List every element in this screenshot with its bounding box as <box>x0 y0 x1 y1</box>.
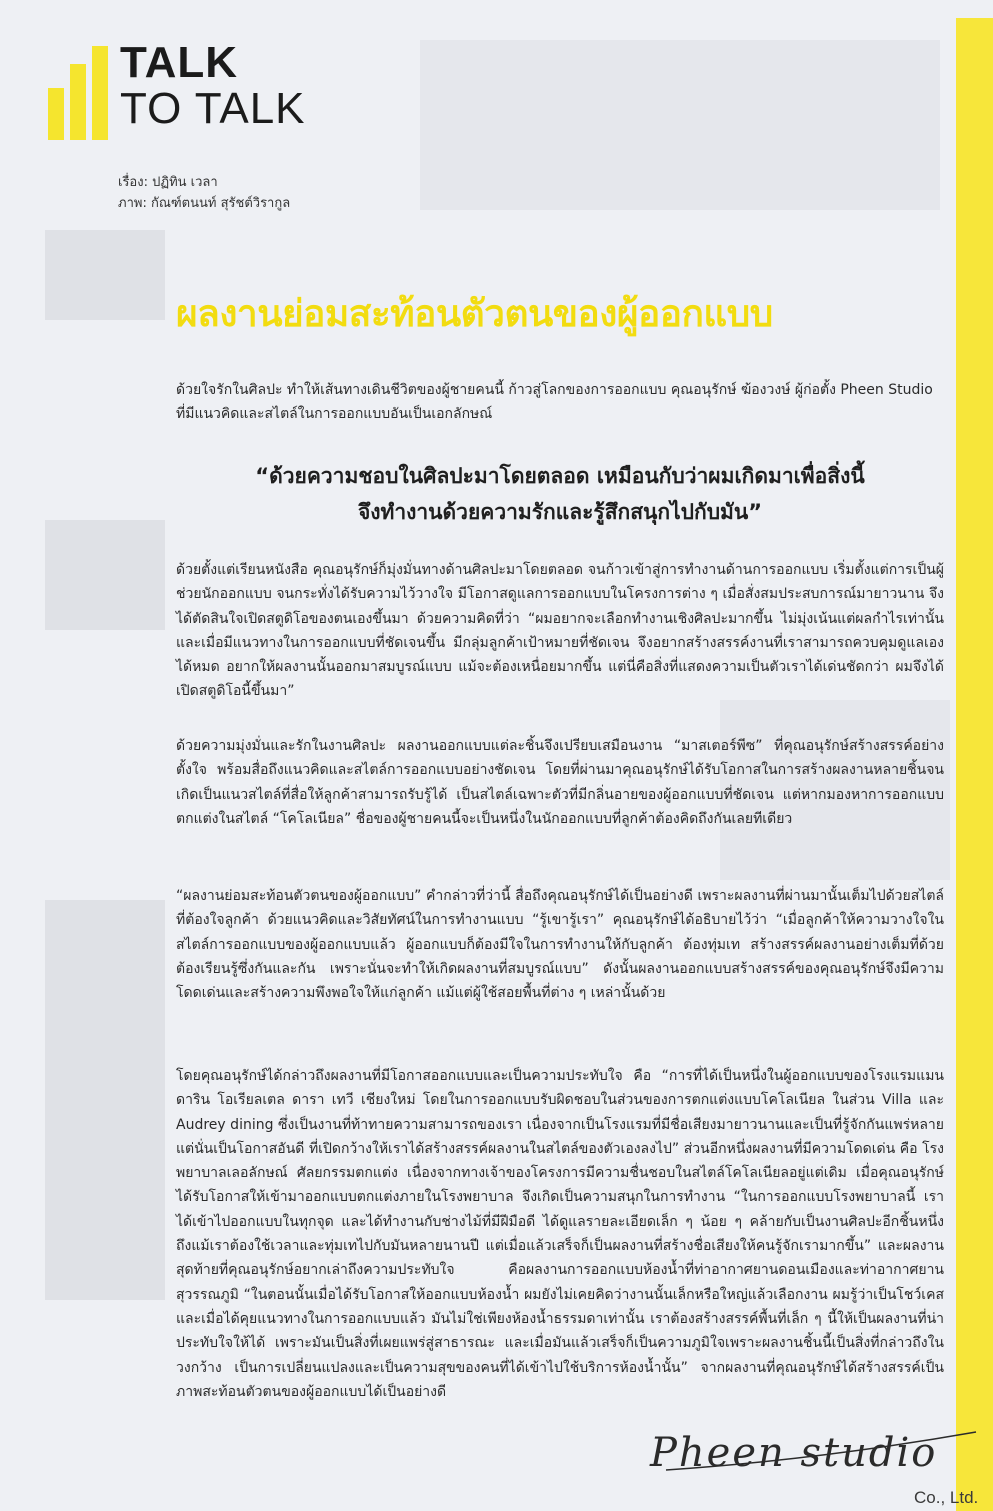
ghost-photo <box>420 40 940 210</box>
pheen-studio-signature <box>646 1420 986 1480</box>
logo-line-1: TALK <box>120 38 239 87</box>
body-paragraph-2: ด้วยความมุ่งมั่นและรักในงานศิลปะ ผลงานออกแบบแต่ละชิ้นจึงเปรียบเสมือนงาน “มาสเตอร์พีซ” ที่คุณอนุรักษ์สร้างสรรค์อย่างตั้งใจ พร้อมสื่อถึงแนวคิดและสไตล์การออกแบบอย่างชัดเจน โดยที่ผ่านมาคุณอนุรักษ์ได้รับโอกาสในการสร้างผลงานหลายชิ้นจนเกิดเป็นแนวสไตล์ที่สื่อให้ลูกค้าสามารถรับรู้ได้ เป็นสไตล์เฉพาะตัวที่มีกลิ่นอายของผู้ออกแบบที่ชัดเจน แต่หากมองหาการออกแบบตกแต่งในสไตล์ “โคโลเนียล” ชื่อของผู้ชายคนนี้จะเป็นหนึ่งในนักออกแบบที่ลูกค้าต้องคิดถึงกันเลยทีเดียว <box>176 738 944 827</box>
ghost-photo <box>45 520 165 630</box>
talk-logo-icon <box>48 40 110 140</box>
signature-script: Pheen studio <box>650 1430 938 1476</box>
intro-paragraph: ด้วยใจรักในศิลปะ ทำให้เส้นทางเดินชีวิตของผู้ชายคนนี้ ก้าวสู่โลกของการออกแบบ คุณอนุรักษ์ ฆ้องวงษ์ ผู้ก่อตั้ง Pheen Studio ที่มีแนวคิดและสไตล์ในการออกแบบอันเป็นเอกลักษณ์ <box>176 382 933 422</box>
pull-quote-line-2: จึงทำงานด้วยความรักและรู้สึกสนุกไปกับมัน” <box>357 500 763 524</box>
body-paragraph-1: ด้วยตั้งแต่เรียนหนังสือ คุณอนุรักษ์ก็มุ่งมั่นทางด้านศิลปะมาโดยตลอด จนก้าวเข้าสู่การทำงานด้านการออกแบบ เริ่มตั้งแต่การเป็นผู้ช่วยนักออกแบบ จนกระทั่งได้รับความไว้วางใจ มีโอกาสดูแลการออกแบบในโครงการต่าง ๆ เมื่อสั่งสมประสบการณ์มายาวนาน จึงได้ตัดสินใจเปิดสตูดิโอของตนเองขึ้นมา ด้วยความคิดที่ว่า “ผมอยากจะเลือกทำงานเชิงศิลปะมากขึ้น ไม่มุ่งเน้นแต่ผลกำไรเท่านั้น และเมื่อมีแนวทางในการออกแบบที่ชัดเจนขึ้น มีกลุ่มลูกค้าเป้าหมายที่ชัดเจน จึงอยากสร้างสรรค์งานที่เราสามารถควบคุมดูแลเองได้หมด อยากให้ผลงานนั้นออกมาสมบูรณ์แบบ แม้จะต้องเหนื่อยมากขึ้น แต่นี่คือสิ่งที่แสดงความเป็นตัวเราได้เด่นชัดกว่า ผมจึงได้เปิดสตูดิโอนี้ขึ้นมา” <box>176 562 944 700</box>
ghost-photo <box>45 230 165 320</box>
story-credit: เรื่อง: ปฏิทิน เวลา <box>118 175 218 190</box>
body-paragraph-4: โดยคุณอนุรักษ์ได้กล่าวถึงผลงานที่มีโอกาสออกแบบและเป็นความประทับใจ คือ “การที่ได้เป็นหนึ่งในผู้ออกแบบของโรงแรมแมนดาริน โอเรียลเตล ดารา เทวี เชียงใหม่ โดยในการออกแบบรับผิดชอบในส่วนของการตกแต่งแบบโคโลเนียล ในส่วน Villa และ Audrey dining ซึ่งเป็นงานที่ท้าทายความสามารถของเรา เนื่องจากเป็นโรงแรมที่มีชื่อเสียงมายาวนานและเป็นที่รู้จักกันแพร่หลาย แต่นั่นเป็นโอกาสอันดี ที่เปิดกว้างให้เราได้สร้างสรรค์ผลงานในสไตล์ของตัวเองลงไป” ส่วนอีกหนึ่งผลงานที่มีความโดดเด่น คือ โรงพยาบาลเลอลักษณ์ ศัลยกรรมตกแต่ง เนื่องจากทางเจ้าของโครงการมีความชื่นชอบในสไตล์โคโลเนียลอยู่แต่เดิม เมื่อคุณอนุรักษ์ได้รับโอกาสให้เข้ามาออกแบบตกแต่งภายในโรงพยาบาล จึงเกิดเป็นความสนุกในการทำงาน “ในการออกแบบโรงพยาบาลนี้ เราได้เข้าไปออกแบบในทุกจุด และได้ทำงานกับช่างไม้ที่มีฝีมือดี ได้ดูแลรายละเอียดเล็ก ๆ น้อย ๆ คล้ายกับเป็นงานศิลปะอีกชิ้นหนึ่ง ถึงแม้เราต้องใช้เวลาและทุ่มเทไปกับมันหลายนานปี แต่เมื่อแล้วเสร็จก็เป็นผลงานที่สร้างชื่อเสียงให้คนรู้จักเรามากขึ้น” และผลงานสุดท้ายที่คุณอนุรักษ์อยากเล่าถึงความประทับใจ คือผลงานการออกแบบห้องน้ำที่ท่าอากาศยานดอนเมืองและท่าอากาศยานสุวรรณภูมิ “ในตอนนั้นเมื่อได้รับโอกาสให้ออกแบบห้องน้ำ ผมยังไม่เคยคิดว่างานนั้นเล็กหรือใหญ่แล้วเลือกงาน ผมรู้ว่าเป็นโชว์เคส และเมื่อได้คุยแนวทางในการออกแบบแล้ว มันไม่ใช่เพียงห้องน้ำธรรมดาเท่านั้น เราต้องสร้างสรรค์พื้นที่เล็ก ๆ นี้ให้เป็นผลงานที่น่าประทับใจให้ได้ เพราะมันเป็นสิ่งที่เผยแพร่สู่สาธารณะ และเมื่อมันแล้วเสร็จก็เป็นความภูมิใจเพราะผลงานชิ้นนี้เป็นสิ่งที่กล่าวถึงในวงกว้าง เป็นการเปลี่ยนแปลงและเป็นความสุขของคนที่ได้เข้าไปใช้บริการห้องน้ำนั้น” จากผลงานที่คุณอนุรักษ์ได้สร้างสรรค์เป็นภาพสะท้อนตัวตนของผู้ออกแบบได้เป็นอย่างดี <box>176 1068 944 1400</box>
logo-line-2: TO TALK <box>120 84 306 133</box>
article-headline: ผลงานย่อมสะท้อนตัวตนของผู้ออกแบบ <box>176 292 773 335</box>
photo-credit: ภาพ: กัณฑ์ตนนท์ สุรัชต์วิรากูล <box>118 196 291 211</box>
body-paragraph-3: “ผลงานย่อมสะท้อนตัวตนของผู้ออกแบบ” คำกล่าวที่ว่านี้ สื่อถึงคุณอนุรักษ์ได้เป็นอย่างดี เพราะผลงานที่ผ่านมานั้นเต็มไปด้วยสไตล์ที่ต้องใจลูกค้า ด้วยแนวคิดและวิสัยทัศน์ในการทำงานแบบ “รู้เขารู้เรา” คุณอนุรักษ์ได้อธิบายไว้ว่า “เมื่อลูกค้าให้ความวางใจในสไตล์การออกแบบของผู้ออกแบบแล้ว ผู้ออกแบบก็ต้องมีใจในการทำงานให้กับลูกค้า ต้องทุ่มเท สร้างสรรค์ผลงานอย่างเต็มที่ด้วย ต้องเรียนรู้ซึ่งกันและกัน เพราะนั่นจะทำให้เกิดผลงานที่สมบูรณ์แบบ” ดังนั้นผลงานออกแบบสร้างสรรค์ของคุณอนุรักษ์จึงมีความโดดเด่นและสร้างความพึงพอใจให้แก่ลูกค้า แม้แต่ผู้ใช้สอยพื้นที่ต่าง ๆ เหล่านั้นด้วย <box>176 888 944 1002</box>
section-logo <box>120 40 306 132</box>
pull-quote <box>176 458 944 530</box>
credits <box>118 172 290 214</box>
ghost-photo <box>45 900 165 1300</box>
company-suffix: Co., Ltd. <box>914 1488 979 1507</box>
yellow-edge-strip <box>956 18 993 1511</box>
pull-quote-line-1: “ด้วยความชอบในศิลปะมาโดยตลอด เหมือนกับว่าผมเกิดมาเพื่อสิ่งนี้ <box>255 464 865 488</box>
